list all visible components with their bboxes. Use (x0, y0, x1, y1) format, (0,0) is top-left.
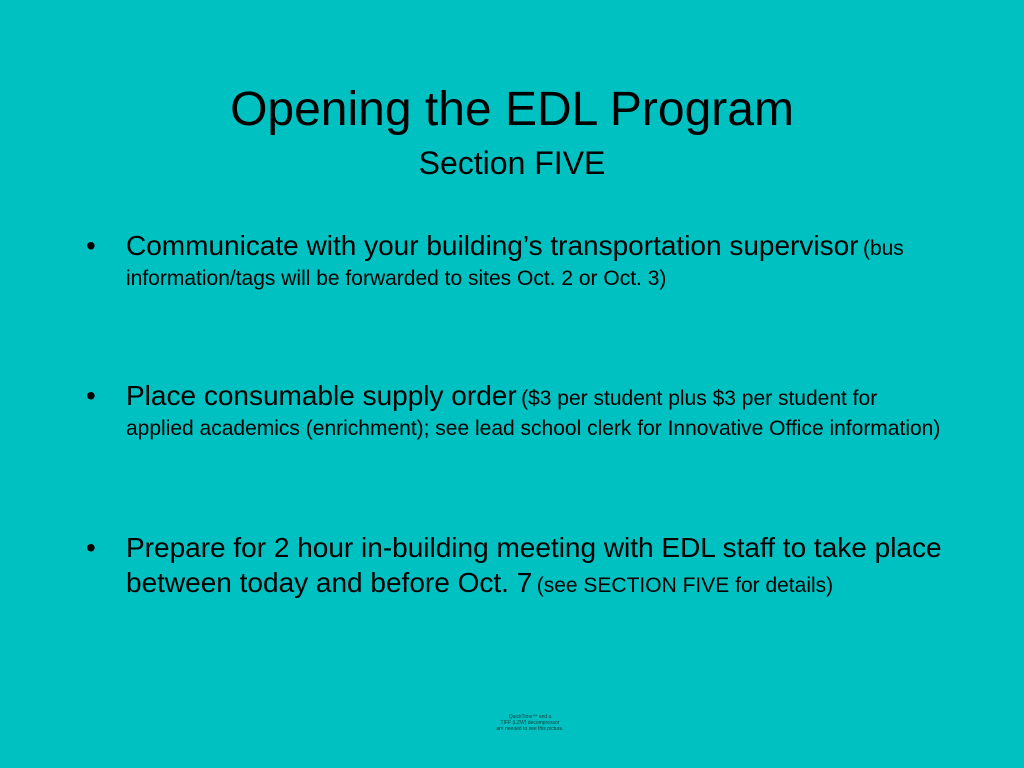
bullet-text (126, 530, 944, 601)
bullet-detail-text: ($3 per student plus $3 per student for applied academics (enrichment); see lead school clerk for Innovative Office information) (126, 387, 941, 440)
bullet-symbol: • (86, 230, 96, 261)
bullet-main-text: Place consumable supply order (126, 380, 517, 411)
bullet-text (126, 378, 944, 444)
bullet-detail-text: (bus information/tags will be forwarded to sites Oct. 2 or Oct. 3) (126, 237, 904, 290)
slide-subtitle: Section FIVE (418, 145, 606, 181)
placeholder-line: TIFF (LZW) decompressor (500, 720, 560, 726)
slide-title: Opening the EDL Program (230, 83, 794, 136)
bullet-detail-text: (see SECTION FIVE for details) (536, 574, 834, 597)
bullet-symbol: • (86, 380, 96, 411)
placeholder-line: are needed to see this picture. (496, 726, 564, 732)
bullet-main-text: Communicate with your building’s transportation supervisor (126, 230, 859, 261)
missing-image-placeholder (484, 714, 576, 732)
bullet-text (126, 228, 944, 294)
bullet-main-text: Prepare for 2 hour in-building meeting with EDL staff to take place between today and before Oct. 7 (126, 532, 942, 598)
placeholder-line: QuickTime™ and a (508, 714, 552, 720)
bullet-symbol: • (86, 532, 96, 563)
